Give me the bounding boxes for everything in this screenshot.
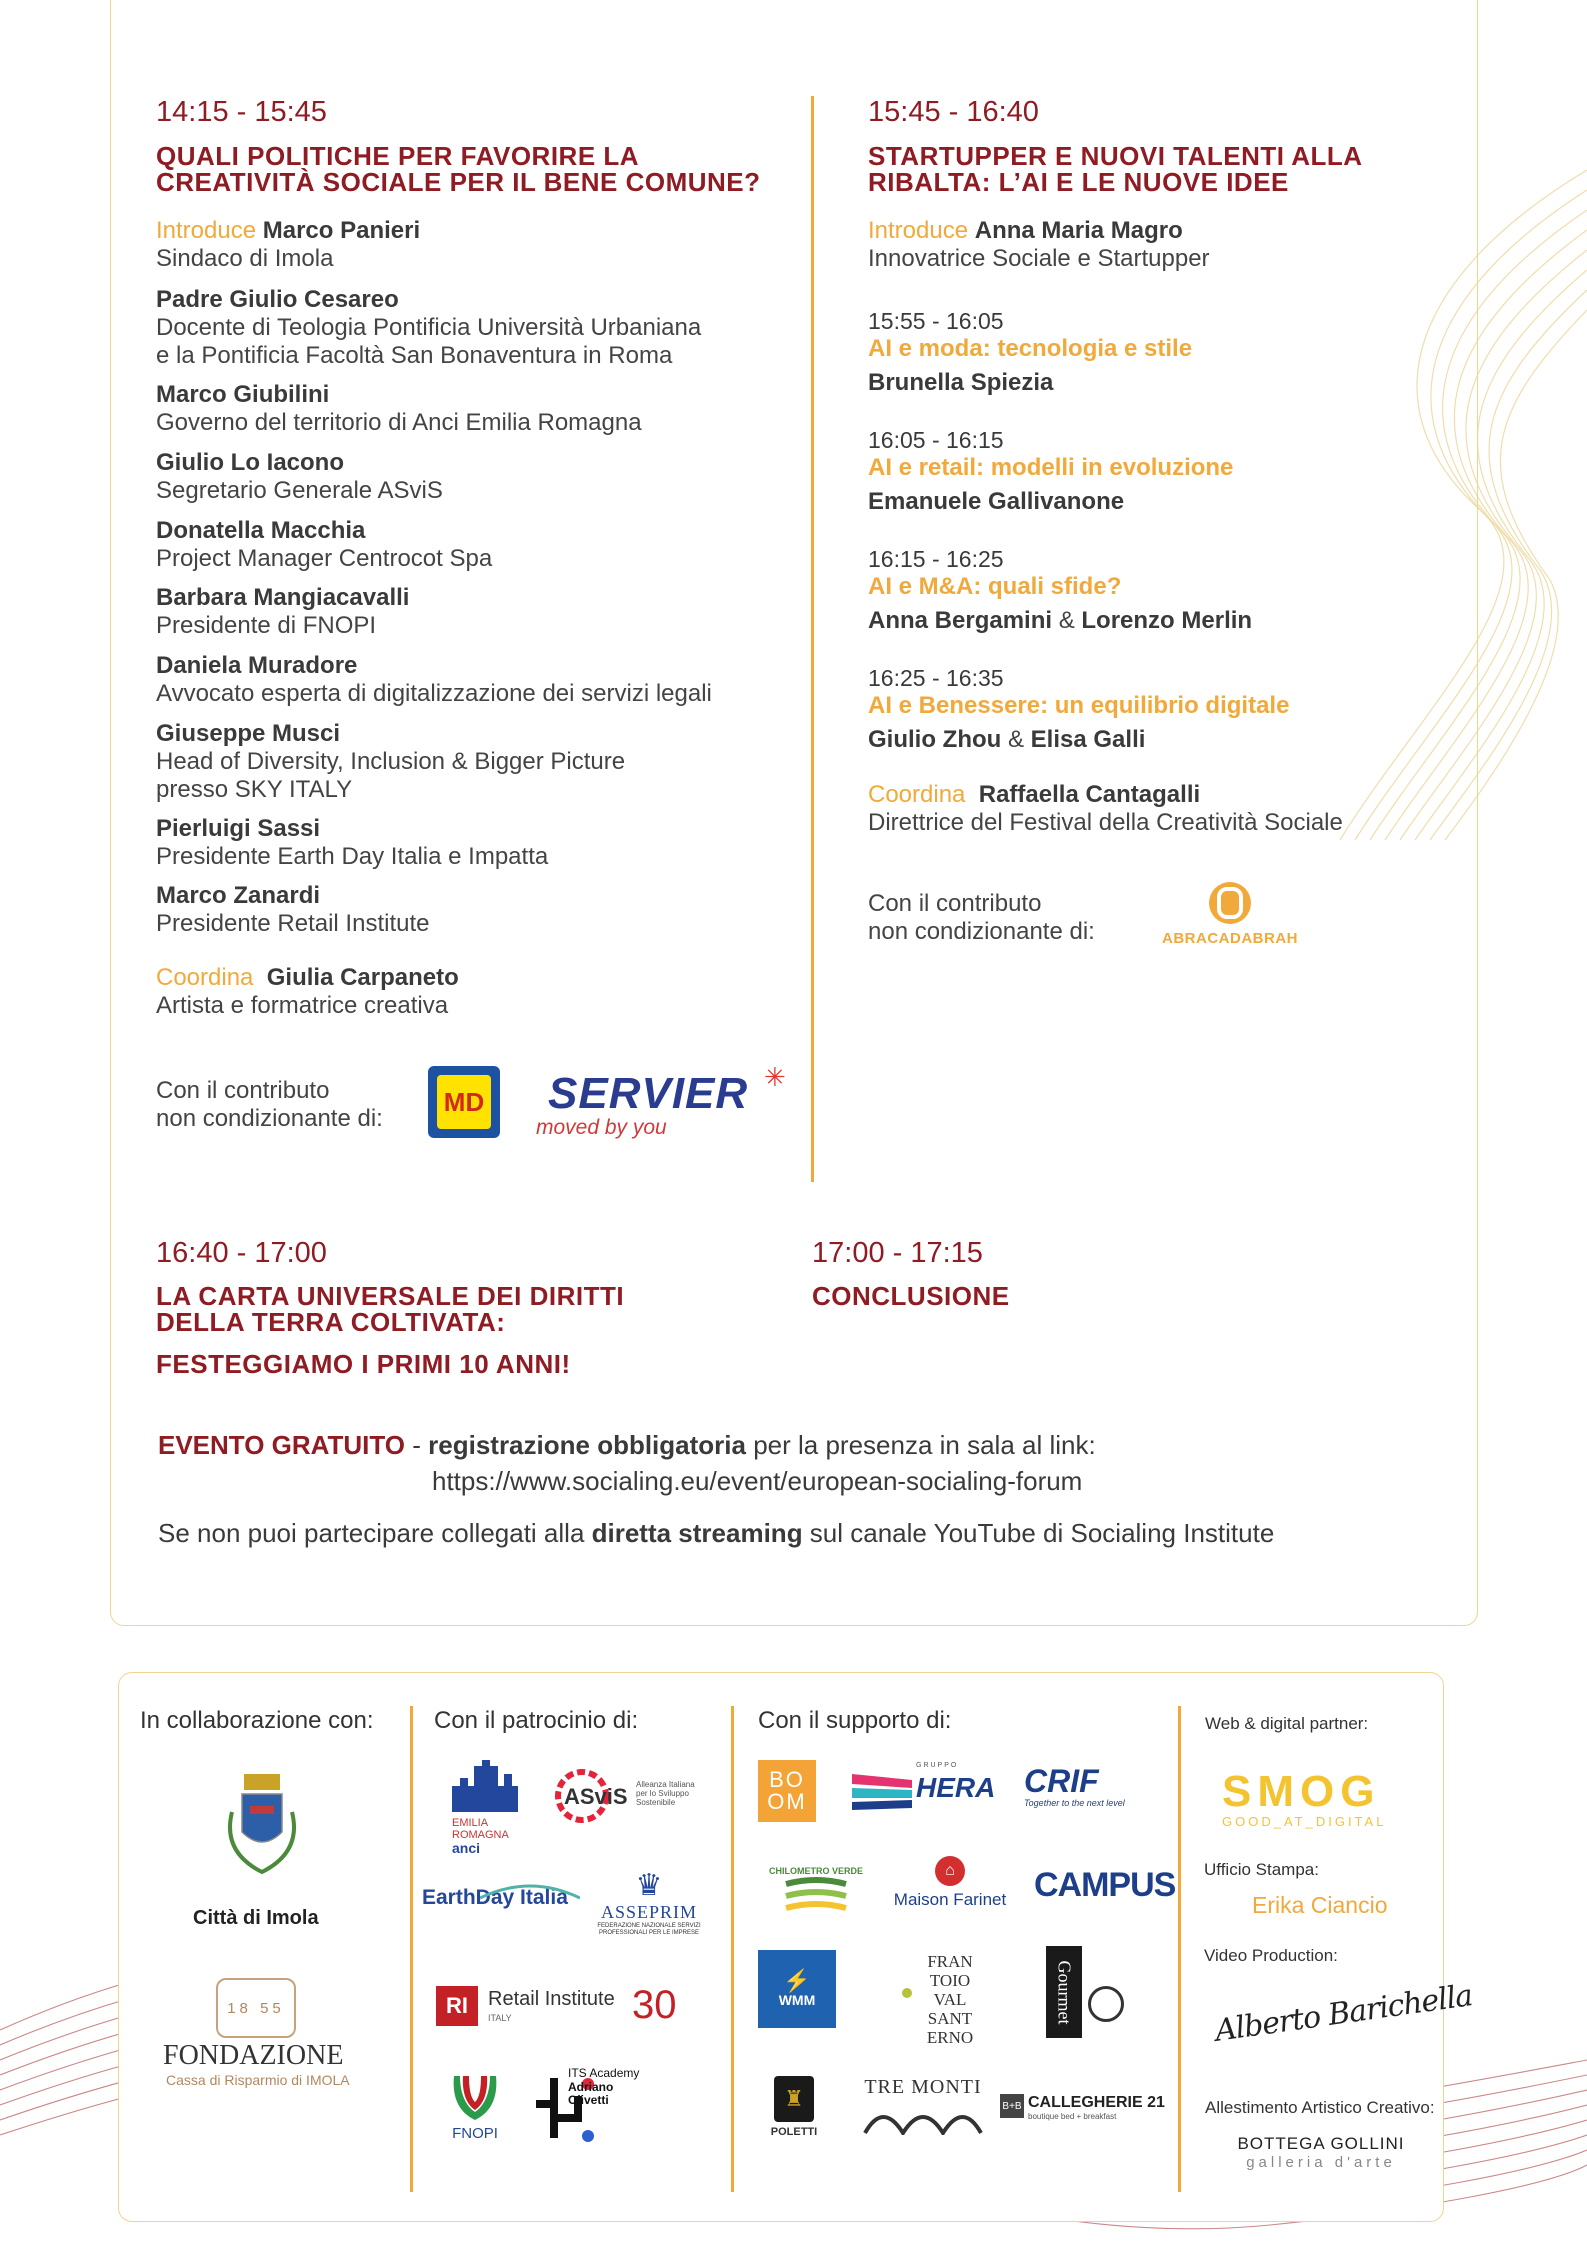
its-line: Adriano: [568, 2080, 614, 2094]
boom-line: OM: [767, 1789, 807, 1814]
speaker-name: Raffaella Cantagalli: [978, 781, 1201, 808]
maison-text: Maison Farinet: [893, 1890, 1007, 1909]
speaker-entry: [156, 584, 409, 640]
speaker-name: Padre Giulio Cesareo: [156, 286, 399, 313]
session-title: [868, 143, 1363, 195]
talk-time: 15:55 - 16:05: [868, 308, 1004, 334]
speaker-name: Marco Zanardi: [156, 882, 321, 909]
asvis-sub: Alleanza Italiana per lo Sviluppo Sostenibile: [636, 1780, 695, 1807]
fondazione-emblem-icon: [216, 1978, 296, 2038]
ampersand: &: [1058, 607, 1075, 634]
talk-entry: [868, 426, 1233, 516]
session-time: 14:15 - 15:45: [156, 96, 327, 128]
speaker-name: Marco Panieri: [262, 217, 421, 244]
partners-divider: [410, 1706, 413, 2192]
frantoio-line: ERNO: [926, 2028, 974, 2047]
its-academy-logo: [536, 2066, 676, 2146]
tremonti-logo: [860, 2076, 986, 2140]
partners-divider: [731, 1706, 734, 2192]
eagle-icon: ♛: [635, 1869, 663, 1902]
fnopi-text: FNOPI: [452, 2125, 498, 2142]
house-icon: ⌂: [935, 1856, 965, 1886]
fields-icon: [776, 1876, 856, 1920]
hera-sub: GRUPPO: [916, 1762, 959, 1769]
coordina-block: [156, 964, 459, 1020]
servier-logo-text: SERVIER: [548, 1069, 749, 1118]
streaming-bold: diretta streaming: [591, 1518, 803, 1548]
session-time: 16:40 - 17:00: [156, 1237, 327, 1269]
talk-entry: [868, 307, 1192, 397]
registration-text: per la presenza in sala al link:: [745, 1430, 1096, 1460]
earthday-text: EarthDay Italia: [422, 1886, 568, 1909]
speaker-entry: [156, 286, 701, 370]
coordina-block: [868, 781, 1343, 837]
poletti-text: POLETTI: [770, 2126, 818, 2138]
speaker-role: Governo del territorio di Anci Emilia Romagna: [156, 409, 642, 436]
speaker-name: Brunella Spiezia: [868, 369, 1054, 396]
speaker-entry: [156, 449, 443, 505]
calleghe-sub: boutique bed + breakfast: [1028, 2112, 1117, 2121]
tremonti-text: TRE MONTI: [864, 2076, 982, 2098]
bolt-icon: ⚡: [783, 1968, 811, 1993]
session-time: 15:45 - 16:40: [868, 96, 1039, 128]
speaker-name: Anna Maria Magro: [974, 217, 1183, 244]
servier-logo: [536, 1062, 786, 1140]
asvis-text: ASviS: [564, 1784, 628, 1809]
video-signature: Alberto Barichella: [1212, 1978, 1475, 2049]
speaker-name: Emanuele Gallivanone: [868, 488, 1125, 515]
servier-star-icon: ✳: [764, 1062, 786, 1092]
speaker-role: Presidente Earth Day Italia e Impatta: [156, 843, 549, 870]
speaker-entry: [156, 381, 642, 437]
speaker-role: Project Manager Centrocot Spa: [156, 545, 493, 572]
speaker-entry: [156, 517, 492, 573]
asseprim-sub: FEDERAZIONE NAZIONALE SERVIZI PROFESSIONALI PER LE IMPRESE: [597, 1923, 701, 1936]
introduce-block: [156, 217, 420, 273]
frantoio-logo: [910, 1952, 990, 2047]
introduce-block: [868, 217, 1210, 273]
abracadabrah-logo: [1150, 882, 1310, 947]
crif-text: CRIF: [1024, 1763, 1099, 1799]
session-time: 17:00 - 17:15: [812, 1237, 983, 1269]
fondazione-sub: Cassa di Risparmio di IMOLA: [166, 2072, 350, 2088]
chilometro-text: CHILOMETRO VERDE: [768, 1866, 863, 1876]
talk-topic: AI e retail: modelli in evoluzione: [868, 454, 1234, 481]
speaker-name: Anna Bergamini: [868, 607, 1053, 634]
smog-text: SMOG: [1222, 1767, 1381, 1816]
streaming-line: [158, 1518, 1274, 1549]
frantoio-line: TOIO: [929, 1971, 971, 1990]
retail-30-text: 30: [632, 1983, 677, 2027]
speaker-role: e la Pontificia Facoltà San Bonaventura in Roma: [156, 342, 673, 369]
retail-institute-logo: [436, 1982, 696, 2032]
er-anci-line: anci: [452, 1840, 481, 1856]
speaker-role: Docente di Teologia Pontificia Università Urbaniana: [156, 314, 702, 341]
abracadabrah-icon: [1209, 882, 1251, 924]
session-title: [156, 1283, 624, 1377]
frantoio-line: VAL: [933, 1990, 967, 2009]
speaker-name: Elisa Galli: [1030, 726, 1146, 753]
frantoio-line: FRAN: [927, 1952, 973, 1971]
contribution-label: [156, 1077, 383, 1133]
bottega-text: BOTTEGA GOLLINI: [1237, 2134, 1405, 2153]
session-title-line: LA CARTA UNIVERSALE DEI DIRITTI: [156, 1281, 625, 1311]
earthday-arc-icon: [480, 1880, 580, 1900]
hera-text: HERA: [916, 1772, 996, 1803]
streaming-text: Se non puoi partecipare collegati alla: [158, 1518, 592, 1548]
speaker-name: Pierluigi Sassi: [156, 815, 321, 842]
calleghe-text: CALLEGHERIE 21: [1028, 2094, 1165, 2111]
talk-time: 16:05 - 16:15: [868, 427, 1004, 453]
contribution-line: Con il contributo: [156, 1077, 330, 1104]
emilia-romagna-anci-logo: [452, 1760, 522, 1855]
speaker-role: Presidente di FNOPI: [156, 612, 377, 639]
contribution-line: non condizionante di:: [156, 1105, 383, 1132]
castle-icon: [452, 1760, 518, 1812]
boom-line: BO: [769, 1767, 805, 1792]
bottega-sub: galleria d'arte: [1246, 2154, 1396, 2171]
streaming-text: sul canale YouTube di Socialing Institute: [802, 1518, 1275, 1548]
speaker-name: Giuseppe Musci: [156, 720, 341, 747]
olive-dot-icon: [902, 1988, 912, 1998]
talk-entry: [868, 664, 1289, 754]
md-logo: [428, 1066, 500, 1138]
fnopi-logo: [440, 2072, 510, 2142]
bottega-gollini-logo: [1236, 2134, 1406, 2171]
speaker-entry: [156, 652, 712, 708]
free-event-label: EVENTO GRATUITO: [158, 1430, 406, 1460]
ufficio-stampa-heading: Ufficio Stampa:: [1204, 1860, 1319, 1879]
fondazione-label: FONDAZIONE: [163, 2040, 344, 2071]
speaker-name: Donatella Macchia: [156, 517, 366, 544]
session-title-line: STARTUPPER E NUOVI TALENTI ALLA: [868, 141, 1363, 171]
speaker-role: Artista e formatrice creativa: [156, 992, 449, 1019]
frantoio-line: SANT: [927, 2009, 973, 2028]
patrocinio-heading: Con il patrocinio di:: [434, 1707, 639, 1734]
asseprim-logo: [584, 1870, 714, 1937]
coordina-label: Coordina: [868, 781, 966, 808]
wmm-logo: [758, 1950, 836, 2028]
ampersand: &: [1007, 726, 1024, 753]
md-logo-text: MD: [443, 1086, 485, 1117]
its-line: ITS Academy: [568, 2066, 640, 2080]
registration-line: [158, 1430, 1096, 1461]
partners-divider: [1178, 1706, 1181, 2192]
er-anci-line: EMILIA: [452, 1817, 489, 1829]
gourmet-logo: [1046, 1946, 1082, 2038]
imola-crest-icon: [212, 1772, 312, 1882]
speaker-role: Segretario Generale ASviS: [156, 477, 443, 504]
coordina-label: Coordina: [156, 964, 254, 991]
seal-icon: [1088, 1986, 1124, 2022]
asseprim-text: ASSEPRIM: [600, 1902, 698, 1922]
boom-logo: [758, 1760, 816, 1822]
talk-entry: [868, 545, 1252, 635]
collab-heading: In collaborazione con:: [140, 1707, 374, 1734]
talk-topic: AI e M&A: quali sfide?: [868, 573, 1122, 600]
crest-icon: ♜: [774, 2076, 814, 2122]
speaker-role: Direttrice del Festival della Creatività Sociale: [868, 809, 1343, 836]
video-production-heading: Video Production:: [1204, 1946, 1338, 1965]
speaker-name: Lorenzo Merlin: [1081, 607, 1253, 634]
talk-topic: AI e moda: tecnologia e stile: [868, 335, 1193, 362]
introduce-label: Introduce: [868, 217, 969, 244]
ri-badge: RI: [436, 1986, 478, 2026]
web-partner-heading: Web & digital partner:: [1205, 1714, 1369, 1733]
allestimento-heading: Allestimento Artistico Creativo:: [1205, 2098, 1435, 2117]
session-title-line: DELLA TERRA COLTIVATA:: [156, 1307, 506, 1337]
registration-dash: -: [405, 1430, 429, 1460]
speaker-name: Giulio Zhou: [868, 726, 1002, 753]
speaker-entry: [156, 720, 625, 804]
session-title-line: QUALI POLITICHE PER FAVORIRE LA: [156, 141, 640, 171]
fondazione-year: 18 55: [227, 1999, 285, 2017]
speaker-role: Presidente Retail Institute: [156, 910, 430, 937]
speaker-role: Head of Diversity, Inclusion & Bigger Picture: [156, 748, 626, 775]
smog-logo: [1222, 1767, 1422, 1829]
bb-badge: B+B: [1000, 2094, 1024, 2118]
mountains-icon: [863, 2099, 983, 2135]
asvis-logo: [554, 1768, 704, 1828]
session-title-line: CREATIVITÀ SOCIALE PER IL BENE COMUNE?: [156, 167, 761, 197]
speaker-entry: [156, 882, 429, 938]
column-divider: [811, 96, 814, 1182]
talk-time: 16:25 - 16:35: [868, 665, 1004, 691]
speaker-role: presso SKY ITALY: [156, 776, 353, 803]
retail-sub: ITALY: [488, 2013, 512, 2023]
speaker-role: Avvocato esperta di digitalizzazione dei servizi legali: [156, 680, 712, 707]
contribution-line: Con il contributo: [868, 890, 1042, 917]
servier-tagline: moved by you: [536, 1116, 667, 1139]
speaker-name: Daniela Muradore: [156, 652, 358, 679]
ufficio-stampa-name: Erika Ciancio: [1252, 1892, 1388, 1918]
supporto-heading: Con il supporto di:: [758, 1707, 952, 1734]
contribution-line: non condizionante di:: [868, 918, 1095, 945]
abracadabrah-text: ABRACADABRAH: [1162, 930, 1298, 947]
session-title: CONCLUSIONE: [812, 1281, 1010, 1311]
crif-sub: Together to the next level: [1024, 1798, 1125, 1808]
speaker-name: Barbara Mangiacavalli: [156, 584, 410, 611]
speaker-name: Giulia Carpaneto: [266, 964, 459, 991]
chilometro-verde-logo: [760, 1866, 872, 1925]
retail-text: Retail Institute: [488, 1988, 615, 2010]
poletti-logo: [764, 2076, 824, 2138]
contribution-label: [868, 890, 1095, 946]
speaker-role: Innovatrice Sociale e Startupper: [868, 245, 1210, 272]
introduce-label: Introduce: [156, 217, 257, 244]
its-line: Olivetti: [568, 2093, 609, 2107]
speaker-role: Sindaco di Imola: [156, 245, 334, 272]
speaker-name: Giulio Lo Iacono: [156, 449, 344, 476]
calleghe-logo: [1000, 2094, 1170, 2124]
session-subtitle: FESTEGGIAMO I PRIMI 10 ANNI!: [156, 1349, 571, 1379]
crif-logo: [1024, 1764, 1154, 1808]
gourmet-text: Gourmet: [1054, 1960, 1075, 2024]
talk-time: 16:15 - 16:25: [868, 546, 1004, 572]
speaker-entry: [156, 815, 548, 871]
fnopi-icon: [448, 2072, 502, 2120]
maison-farinet-logo: [880, 1856, 1020, 1910]
hera-logo: [852, 1762, 996, 1812]
smog-sub: GOOD_AT_DIGITAL: [1222, 1814, 1387, 1829]
talk-topic: AI e Benessere: un equilibrio digitale: [868, 692, 1290, 719]
wmm-text: WMM: [778, 1992, 816, 2008]
registration-link[interactable]: https://www.socialing.eu/event/european-socialing-forum: [432, 1466, 1083, 1496]
speaker-name: Marco Giubilini: [156, 381, 330, 408]
session-title: [156, 143, 761, 195]
session-title-line: RIBALTA: L’AI E LE NUOVE IDEE: [868, 167, 1289, 197]
hera-icon: [852, 1766, 912, 1810]
imola-label: Città di Imola: [193, 1907, 319, 1929]
er-anci-line: ROMAGNA: [452, 1829, 509, 1841]
campus-logo: CAMPUS: [1034, 1866, 1176, 1904]
registration-required: registrazione obbligatoria: [428, 1430, 746, 1460]
